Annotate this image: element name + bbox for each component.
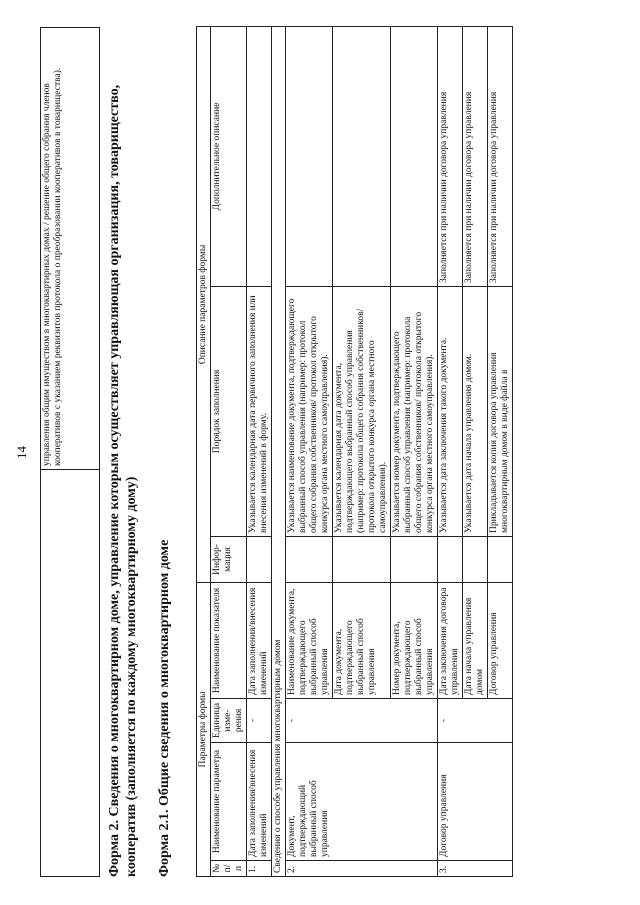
col-order-header: Порядок заполнения [211,286,247,536]
table-row: 3. Договор управления - Дата заключения договора управления Указывается дата заключения такого документа. Заполняется при наличии договора управления [438,26,463,876]
form21-heading: Форма 2.1. Общие сведения о многоквартирном доме [157,539,172,877]
table-row: Дата начала управления домом Указывается дата начала управления домом. Заполняется при наличии договора управления [463,26,488,876]
section-title: Сведения о способе управления многоквартирным домом [272,26,286,876]
table-row: Договор управления Прикладывается копия договора управления многоквартирным домом в виде файла в Заполняется при наличии договора управления [488,26,513,876]
top-table-text: управления общим имуществом в многоквартирных домах / решение общего собрания членов кооперативов с указанием реквизитов протокола о преобразовании кооперативов в товарищества). [41,28,100,470]
table-row: Дата документа, подтверждающего выбранный способ управления Указывается календарная дата документа, подтверждающего выбранный способ управления (например: протокола общего собрания собственников/ протокола открытого конкурса органа местного самоуправления). [333,26,391,876]
table-row: Номер документа, подтверждающего выбранный способ управления Указывается номер документа, подтверждающего выбранный способ управления (например: протокола общего собрания собственников/ протокола открытого конкурса органа местного самоуправления). [391,26,438,876]
table-row: 1. Дата заполнения/внесения изменений - Дата заполнения/внесения изменений Указывается календарная дата первичного заполнения или внесения изменений в форму. [247,26,272,876]
page-number: 14 [14,446,29,459]
group-desc-header: Описание параметров формы [197,26,211,582]
form-table [196,26,513,877]
col-extra-header: Дополнительное описание [211,26,247,286]
col-num-header: № п/п [211,861,247,877]
col-info-header: Инфор-мация [211,536,247,582]
col-unit-header: Единица изме-рения [211,699,247,743]
form2-heading: Форма 2. Сведения о многоквартирном доме, управление которым осуществляет управляющая организация, товарищество, кооператив (заполняется по каждому многоквартирному дому) [107,84,139,877]
group-params-header: Параметры формы [197,582,211,876]
section-row [272,26,286,876]
table-row: 2. Документ, подтверждающий выбранный способ управления - Наименование документа, подтверждающего выбранный способ управления Указывается наименование документа, подтверждающего выбранный способ управления (например: протокол общего собрания собственников/ протокол открытого конкурса органа местного самоуправления). [286,26,333,876]
col-name-header: Наименование параметра [211,743,247,861]
top-table [40,27,100,877]
col-indicator-header: Наименование показателя [211,582,247,698]
